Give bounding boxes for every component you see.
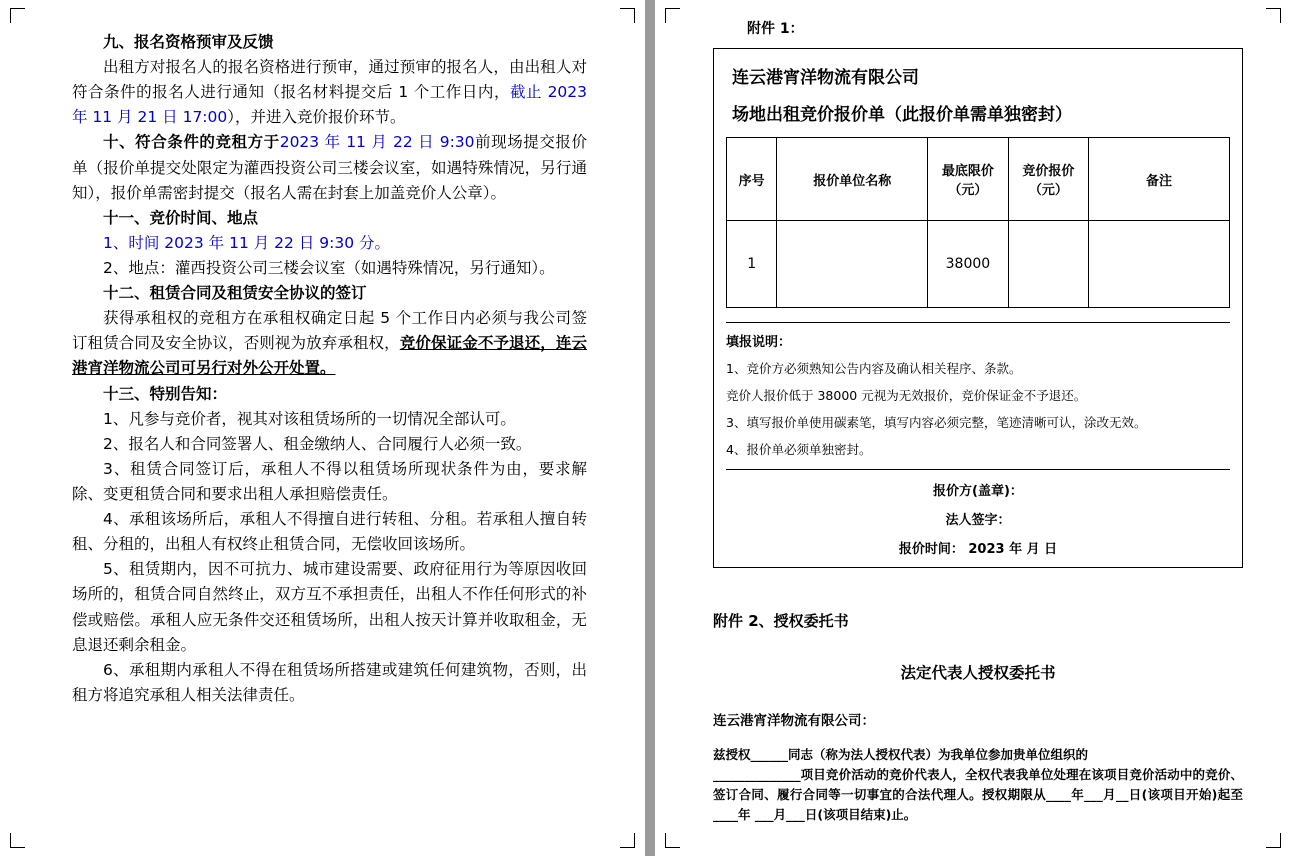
bid-table-body xyxy=(727,221,1230,308)
crop-mark-top-left xyxy=(665,8,680,23)
document-page-right xyxy=(655,0,1291,856)
right-page-body xyxy=(713,18,1243,826)
cell-bid-price[interactable] xyxy=(1008,221,1088,308)
form-title: 场地出租竞价报价单（此报价单需单独密封） xyxy=(732,105,1072,125)
paragraph-13-1: 1、凡参与竞价者，视其对该租赁场所的一切情况全部认可。 xyxy=(103,409,516,428)
header-seq: 序号 xyxy=(727,138,777,221)
paragraph-13-4: 4、承租该场所后，承租人不得擅自进行转租、分租。若承租人擅自转租、分租的，出租人有权终止租赁合同，无偿收回该场所。 xyxy=(72,510,587,554)
run-deposit-warning: 竞价保证金不予退还，连云港宵洋物流公司可另行对外公开处置。 xyxy=(72,334,587,378)
paragraph-12-1 xyxy=(72,306,587,381)
run-text: 前现场提交报价单（报价单提交处限定为灌西投资公司三楼会议室，如遇特殊情况，另行通知），报价单需密封提交（报名人需在封套上加盖竞价人公章）。 xyxy=(72,133,587,202)
section-heading-9: 九、报名资格预审及反馈 xyxy=(103,33,274,51)
legal-person-signature-line: 法人签字： xyxy=(945,512,1011,528)
power-of-attorney-body-line-1: 兹授权______同志（称为法人授权代表）为我单位参加贵单位组织的 xyxy=(713,746,1089,762)
note-item: 4、报价单必须单独密封。 xyxy=(726,442,872,458)
section-heading-13: 十三、特别告知： xyxy=(103,384,228,403)
section-heading-12: 十二、租赁合同及租赁安全协议的签订 xyxy=(103,284,367,303)
attachment-2-title: 附件 2、授权委托书 xyxy=(713,611,849,630)
header-floor-price: 最底限价（元） xyxy=(928,138,1008,221)
bid-time-line: 报价时间： 2023 年 月 日 xyxy=(898,541,1058,557)
fill-instructions xyxy=(726,322,1230,460)
cell-floor-price: 38000 xyxy=(928,221,1008,308)
header-note: 备注 xyxy=(1089,138,1230,221)
run-bold-lead: 十、符合条件的竞租方于 xyxy=(103,133,280,152)
bid-table-head xyxy=(727,138,1230,221)
company-name: 连云港宵洋物流有限公司 xyxy=(732,68,919,88)
signature-stamp-line: 报价方(盖章)： xyxy=(933,483,1023,499)
crop-mark-top-right xyxy=(1266,8,1281,23)
bid-table xyxy=(726,137,1230,308)
table-row xyxy=(727,221,1230,308)
note-item: 1、竞价方必须熟知公告内容及确认相关程序、条款。 xyxy=(726,361,1022,376)
bid-form-box xyxy=(713,48,1243,568)
crop-mark-bottom-right xyxy=(1266,833,1281,848)
attachment-1-label: 附件 1： xyxy=(747,21,804,37)
crop-mark-top-left xyxy=(10,8,25,23)
left-page-body xyxy=(72,30,587,708)
run-text: ），并进入竞价报价环节。 xyxy=(227,108,406,127)
run-text: 获得承租权的竞租方在承租权确定日起 5 个工作日内必须与我公司签订租赁合同及安全协议，否则视为放弃承租权， xyxy=(72,309,587,353)
paragraph-13-3: 3、租赁合同签订后，承租人不得以租赁场所现状条件为由，要求解除、变更租赁合同和要求出租人承担赔偿责任。 xyxy=(72,459,587,503)
run-submission-date: 2023 年 11 月 22 日 9:30 xyxy=(279,133,475,152)
note-item: 竞价人报价低于 38000 元视为无效报价，竞价保证金不予退还。 xyxy=(726,388,1087,404)
power-of-attorney-addressee: 连云港宵洋物流有限公司： xyxy=(713,712,875,729)
cell-note[interactable] xyxy=(1089,221,1230,308)
header-bid-price: 竞价报价（元） xyxy=(1008,138,1088,221)
paragraph-13-2: 2、报名人和合同签署人、租金缴纳人、合同履行人必须一致。 xyxy=(103,434,532,453)
table-header-row xyxy=(727,138,1230,221)
run-time-label: 1、时间 xyxy=(103,233,165,252)
run-text: 出租方对报名人的报名资格进行预审，通过预审的报名人，由出租人对符合条件的报名人进行通知（报名材料提交后 1 个工作日内， xyxy=(72,58,587,102)
notes-title: 填报说明： xyxy=(726,335,792,350)
paragraph-13-6: 6、承租期内承租人不得在租赁场所搭建或建筑任何建筑物，否则，出租方将追究承租人相关法律责任。 xyxy=(72,660,587,704)
paragraph-13-5: 5、租赁期内，因不可抗力、城市建设需要、政府征用行为等原因收回场所的，租赁合同自然终止，双方互不承担责任，出租人不作任何形式的补偿或赔偿。承租人应无条件交还租赁场所，出租人按天计算并收取租金，无息退还剩余租金。 xyxy=(72,560,587,654)
crop-mark-bottom-right xyxy=(620,833,635,848)
run-deadline-date: 截止 2023 年 11 月 21 日 17:00 xyxy=(72,83,588,127)
run-time-value: 2023 年 11 月 22 日 9:30 分。 xyxy=(164,233,390,252)
header-unit-name: 报价单位名称 xyxy=(777,138,928,221)
crop-mark-bottom-left xyxy=(10,833,25,848)
note-item: 3、填写报价单使用碳素笔，填写内容必须完整，笔迹清晰可认，涂改无效。 xyxy=(726,415,1147,431)
cell-seq: 1 xyxy=(727,221,777,308)
paragraph-11-2: 2、地点：灌西投资公司三楼会议室（如遇特殊情况，另行通知）。 xyxy=(103,258,555,277)
crop-mark-bottom-left xyxy=(665,833,680,848)
paragraph-11-1 xyxy=(72,231,587,256)
paragraph-10 xyxy=(72,130,587,205)
signature-block xyxy=(726,469,1230,557)
crop-mark-top-right xyxy=(620,8,635,23)
document-page-left xyxy=(0,0,645,856)
paragraph-9-1 xyxy=(72,55,587,130)
cell-unit-name[interactable] xyxy=(777,221,928,308)
section-heading-11: 十一、竞价时间、地点 xyxy=(103,208,259,227)
page-gutter xyxy=(645,0,655,856)
power-of-attorney-title: 法定代表人授权委托书 xyxy=(900,663,1056,682)
power-of-attorney-body-line-2: ______________项目竞价活动的竞价代表人，全权代表我单位处理在该项目竞价活动中的竞价、签订合同、履行合同等一切事宜的合法代理人。授权期限从____年___月__日(该项目开始)起至____年 ___月___日(该项目结束)止。 xyxy=(713,766,1243,823)
